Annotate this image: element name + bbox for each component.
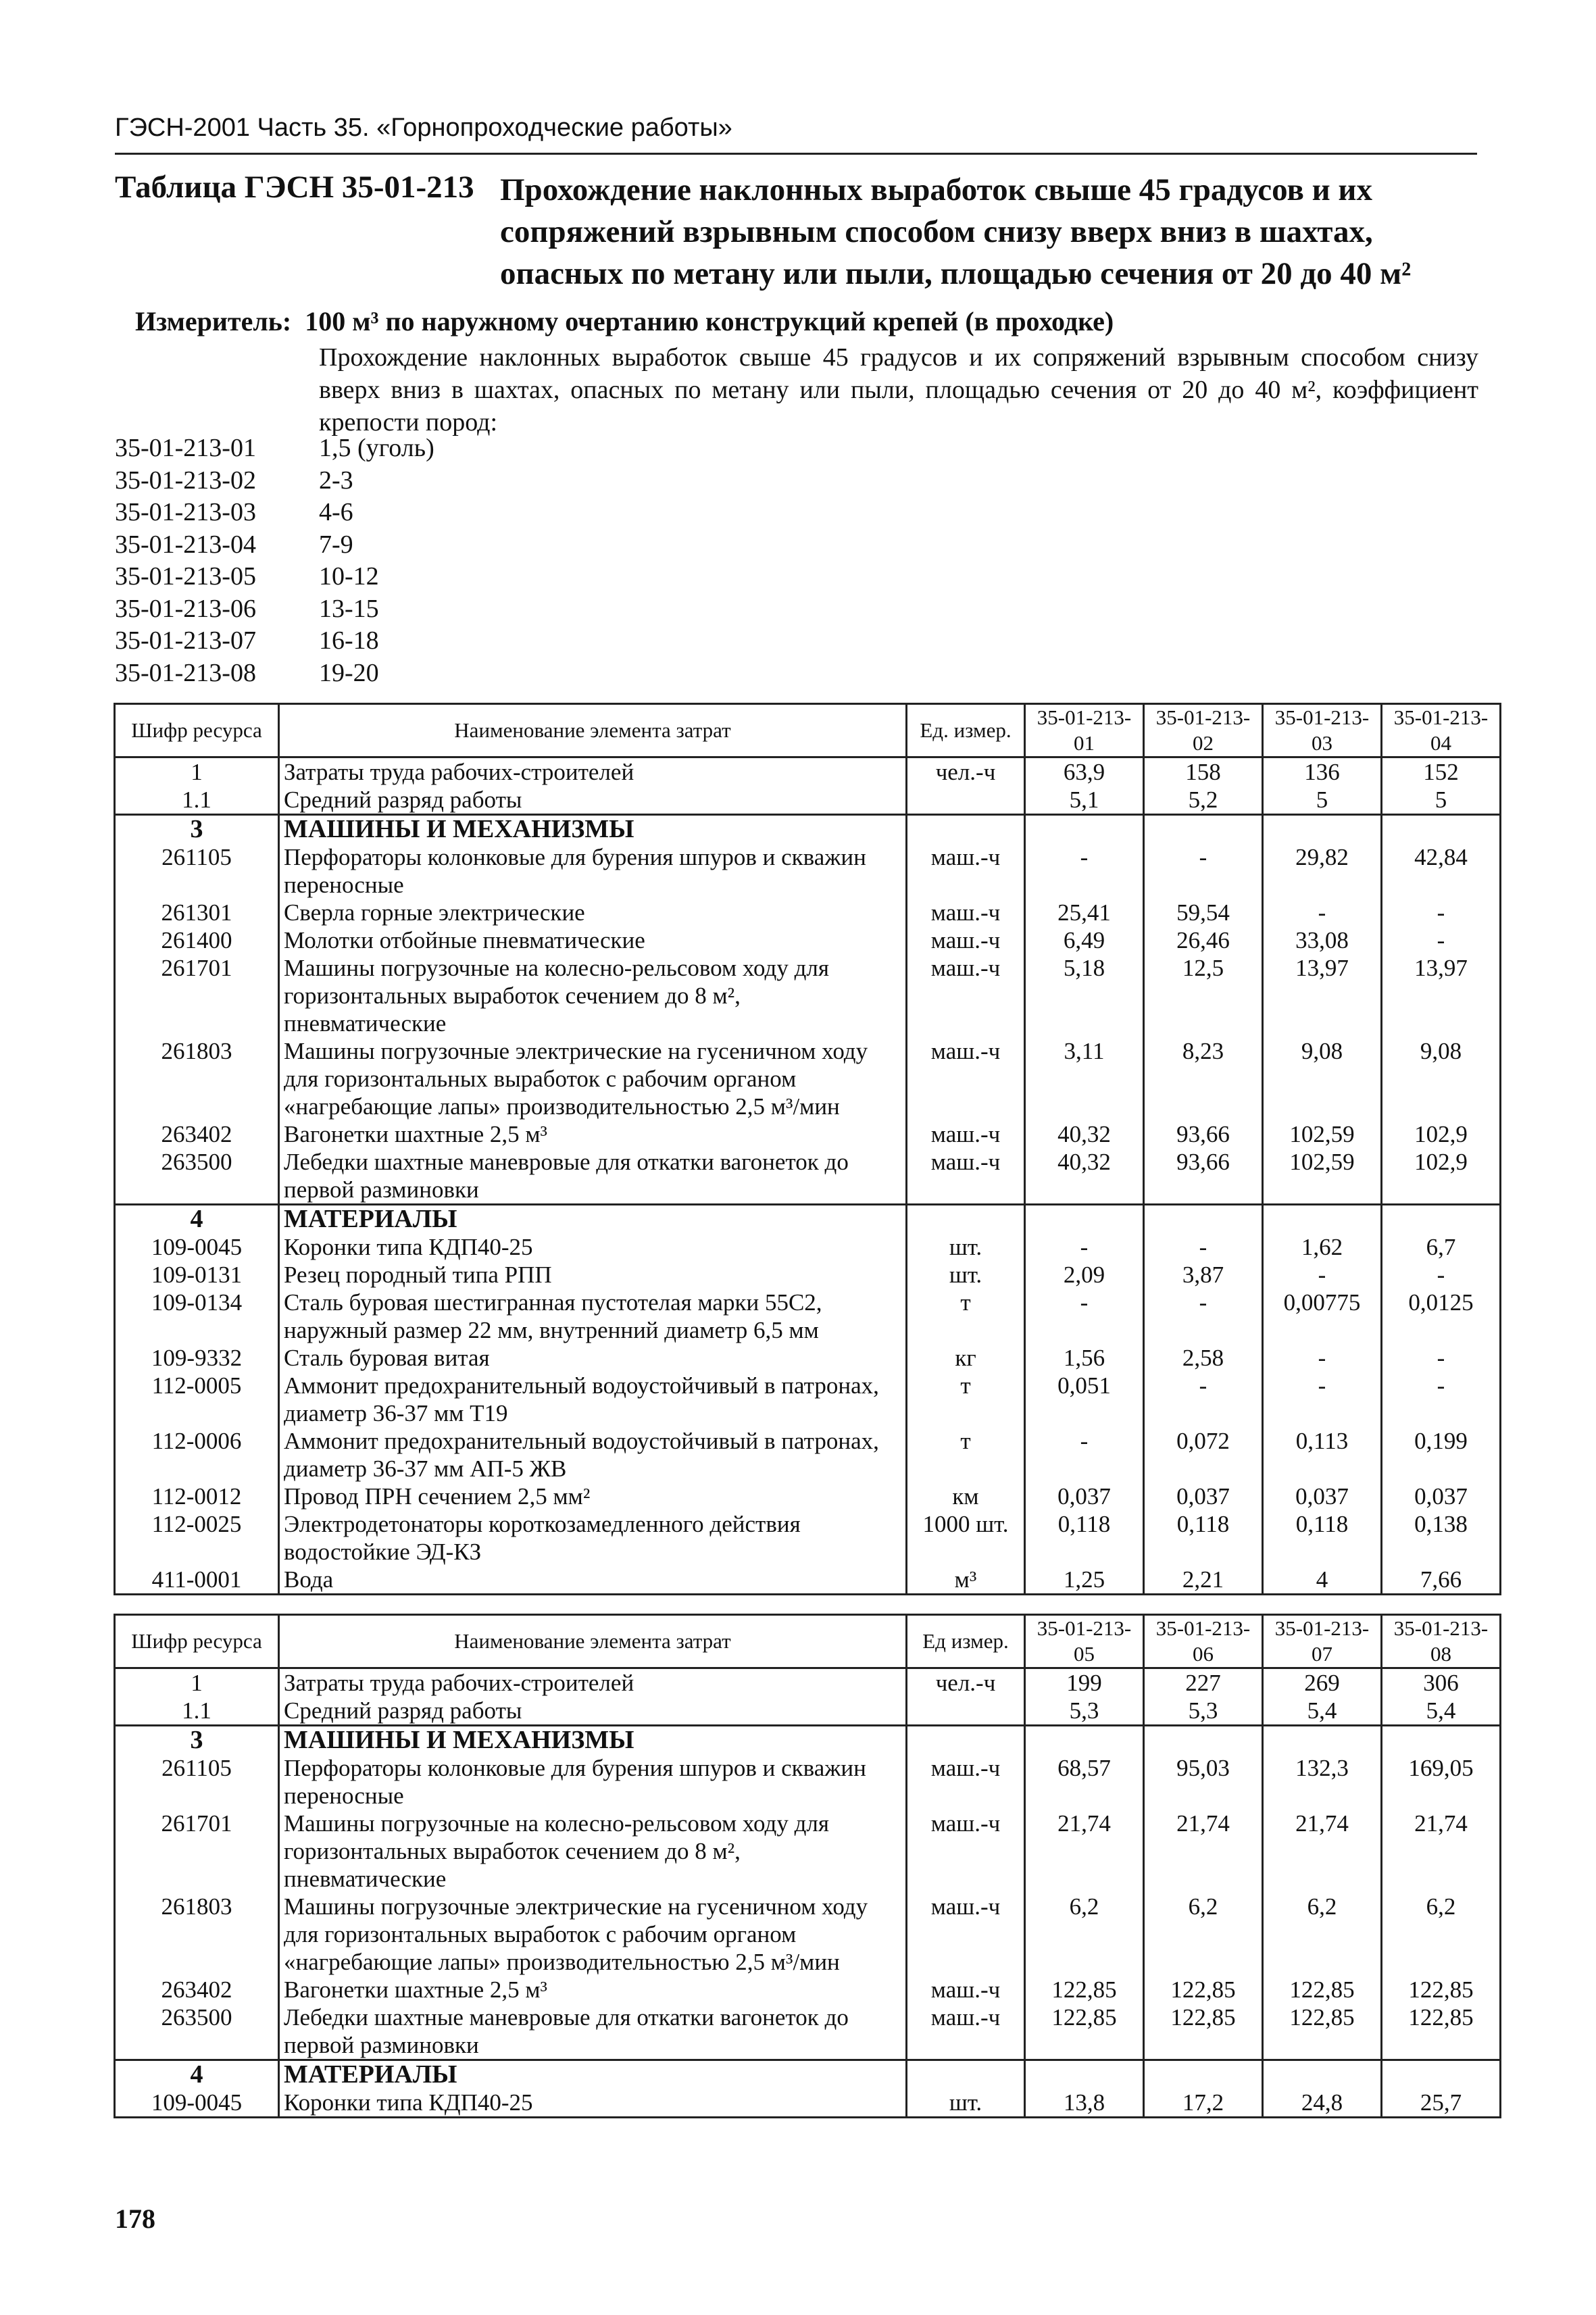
resource-value: 29,82 <box>1263 843 1382 899</box>
resource-value: 0,037 <box>1144 1483 1263 1510</box>
resource-value: 13,8 <box>1025 2089 1144 2118</box>
resource-unit: маш.-ч <box>907 1037 1025 1120</box>
resource-unit: маш.-ч <box>907 1148 1025 1205</box>
resource-value: 9,08 <box>1382 1037 1501 1120</box>
measure-line <box>135 305 1114 337</box>
resource-name: Провод ПРН сечением 2,5 мм² <box>279 1483 907 1510</box>
resource-value: 4 <box>1263 1566 1382 1595</box>
resource-code: 112-0012 <box>115 1483 279 1510</box>
resource-value <box>1144 1726 1263 1755</box>
resource-code: 1.1 <box>115 1697 279 1726</box>
resource-value <box>1025 1205 1144 1234</box>
resource-code: 261701 <box>115 954 279 1037</box>
norm-code-row <box>115 625 434 657</box>
resource-value: 42,84 <box>1382 843 1501 899</box>
resource-value: - <box>1263 1344 1382 1372</box>
resource-value: - <box>1144 1372 1263 1427</box>
table-row <box>115 1344 1501 1372</box>
table-row <box>115 1427 1501 1483</box>
resource-value: 269 <box>1263 1668 1382 1697</box>
resource-value: 132,3 <box>1263 1754 1382 1810</box>
norm-code: 35-01-213-02 <box>115 466 256 495</box>
resource-value: 33,08 <box>1263 926 1382 954</box>
resource-name: Аммонит предохранительный водоустойчивый в патронах, диаметр 36-37 мм Т19 <box>279 1372 907 1427</box>
norm-code-value: 16-18 <box>319 626 379 655</box>
resource-code: 261105 <box>115 1754 279 1810</box>
norm-code: 35-01-213-05 <box>115 562 256 591</box>
resource-code: 261803 <box>115 1037 279 1120</box>
section-title: МАШИНЫ И МЕХАНИЗМЫ <box>279 815 907 844</box>
resource-value: 0,113 <box>1263 1427 1382 1483</box>
resource-unit: шт. <box>907 1261 1025 1289</box>
resource-value: - <box>1382 926 1501 954</box>
resource-code: 3 <box>115 815 279 844</box>
resource-value <box>1263 815 1382 844</box>
column-header: Наименование элемента затрат <box>279 704 907 757</box>
resource-value <box>1025 2060 1144 2089</box>
resource-code: 112-0006 <box>115 1427 279 1483</box>
resource-unit: маш.-ч <box>907 899 1025 926</box>
resource-name: Резец породный типа РПП <box>279 1261 907 1289</box>
resource-code: 4 <box>115 2060 279 2089</box>
resource-value: 122,85 <box>1263 2003 1382 2060</box>
page-number: 178 <box>115 2204 155 2234</box>
resource-value: 0,199 <box>1382 1427 1501 1483</box>
resource-name: Молотки отбойные пневматические <box>279 926 907 954</box>
column-header: 35-01-213-07 <box>1263 1615 1382 1668</box>
resource-name: Сверла горные электрические <box>279 899 907 926</box>
resource-value <box>1263 1726 1382 1755</box>
resource-value <box>1025 1726 1144 1755</box>
column-header: Шифр ресурса <box>115 704 279 757</box>
resource-unit <box>907 1205 1025 1234</box>
resource-name: Вагонетки шахтные 2,5 м³ <box>279 1976 907 2003</box>
resource-code: 263402 <box>115 1120 279 1148</box>
resource-code: 1 <box>115 1668 279 1697</box>
resource-name: Затраты труда рабочих-строителей <box>279 757 907 787</box>
resource-value: 25,7 <box>1382 2089 1501 2118</box>
column-header: Ед. измер. <box>907 704 1025 757</box>
resource-value: 5,4 <box>1263 1697 1382 1726</box>
resource-code: 411-0001 <box>115 1566 279 1595</box>
resource-unit: маш.-ч <box>907 1976 1025 2003</box>
resource-value: 1,56 <box>1025 1344 1144 1372</box>
resource-unit: кг <box>907 1344 1025 1372</box>
norm-code-row <box>115 465 434 497</box>
table-row <box>115 1668 1501 1697</box>
resource-unit: км <box>907 1483 1025 1510</box>
resource-value <box>1382 1726 1501 1755</box>
resource-value: - <box>1144 1289 1263 1344</box>
resource-unit: чел.-ч <box>907 1668 1025 1697</box>
resource-name: Перфораторы колонковые для бурения шпуров и скважин переносные <box>279 843 907 899</box>
resource-unit: шт. <box>907 2089 1025 2118</box>
resource-code: 109-0134 <box>115 1289 279 1344</box>
section-title: МАТЕРИАЛЫ <box>279 2060 907 2089</box>
resource-unit <box>907 815 1025 844</box>
resource-value: 40,32 <box>1025 1120 1144 1148</box>
resource-value: 13,97 <box>1382 954 1501 1037</box>
resource-name: Затраты труда рабочих-строителей <box>279 1668 907 1697</box>
norm-code: 35-01-213-03 <box>115 498 256 526</box>
resource-value: 0,037 <box>1382 1483 1501 1510</box>
column-header: Ед измер. <box>907 1615 1025 1668</box>
section-row <box>115 1205 1501 1234</box>
norm-code-value: 10-12 <box>319 562 379 591</box>
resource-code: 4 <box>115 1205 279 1234</box>
resource-value: 122,85 <box>1025 2003 1144 2060</box>
resource-value: 17,2 <box>1144 2089 1263 2118</box>
norm-code: 35-01-213-04 <box>115 530 256 559</box>
column-header: 35-01-213-03 <box>1263 704 1382 757</box>
table-row <box>115 1037 1501 1120</box>
table-row <box>115 1893 1501 1976</box>
table-row <box>115 1754 1501 1810</box>
resource-name: Коронки типа КДП40-25 <box>279 1233 907 1261</box>
resource-code: 261105 <box>115 843 279 899</box>
resource-name: Машины погрузочные электрические на гусеничном ходу для горизонтальных выработок с рабочим органом «нагребающие лапы» производительностью 2,5 м³/мин <box>279 1893 907 1976</box>
resource-unit: т <box>907 1289 1025 1344</box>
resource-name: Машины погрузочные на колесно-рельсовом ходу для горизонтальных выработок сечением до 8 м², пневматические <box>279 1810 907 1893</box>
resource-value: - <box>1263 899 1382 926</box>
resource-value: 0,037 <box>1025 1483 1144 1510</box>
norm-code: 35-01-213-06 <box>115 594 256 623</box>
resource-name: Аммонит предохранительный водоустойчивый в патронах, диаметр 36-37 мм АП-5 ЖВ <box>279 1427 907 1483</box>
table-row <box>115 1120 1501 1148</box>
resource-value: 122,85 <box>1144 2003 1263 2060</box>
resource-value: - <box>1382 1372 1501 1427</box>
section-title: МАШИНЫ И МЕХАНИЗМЫ <box>279 1726 907 1755</box>
column-header: 35-01-213-05 <box>1025 1615 1144 1668</box>
resource-value <box>1263 2060 1382 2089</box>
column-header: 35-01-213-04 <box>1382 704 1501 757</box>
resource-code: 109-0045 <box>115 2089 279 2118</box>
resource-value: 122,85 <box>1025 1976 1144 2003</box>
resource-value: 6,2 <box>1382 1893 1501 1976</box>
table-row <box>115 1976 1501 2003</box>
resource-value <box>1025 815 1144 844</box>
resource-value: 0,118 <box>1144 1510 1263 1566</box>
column-header: Шифр ресурса <box>115 1615 279 1668</box>
resource-value: 5,18 <box>1025 954 1144 1037</box>
resource-unit: маш.-ч <box>907 843 1025 899</box>
resource-code: 263402 <box>115 1976 279 2003</box>
resource-value: 199 <box>1025 1668 1144 1697</box>
resource-unit <box>907 786 1025 815</box>
table-row <box>115 1289 1501 1344</box>
resource-value: 3,87 <box>1144 1261 1263 1289</box>
resource-value: 0,138 <box>1382 1510 1501 1566</box>
resource-value: 6,2 <box>1144 1893 1263 1976</box>
resource-value: 9,08 <box>1263 1037 1382 1120</box>
resource-name: Вода <box>279 1566 907 1595</box>
resource-value: 25,41 <box>1025 899 1144 926</box>
norm-code: 35-01-213-07 <box>115 626 256 655</box>
resource-value: 5,1 <box>1025 786 1144 815</box>
resource-value: 0,118 <box>1263 1510 1382 1566</box>
resource-value: 7,66 <box>1382 1566 1501 1595</box>
resource-name: Лебедки шахтные маневровые для откатки вагонеток до первой разминовки <box>279 1148 907 1205</box>
norm-code-row <box>115 593 434 626</box>
resource-value: - <box>1382 899 1501 926</box>
table-title-text: Прохождение наклонных выработок свыше 45 градусов и их сопряжений взрывным способом снизу вверх вниз в шахтах, опасных по метану или пыли, площадью сечения от 20 до 40 м² <box>500 172 1412 291</box>
resource-value: 26,46 <box>1144 926 1263 954</box>
resource-table-2 <box>114 1614 1501 2118</box>
resource-name: Средний разряд работы <box>279 786 907 815</box>
table-row <box>115 757 1501 787</box>
norm-code-value: 1,5 (уголь) <box>319 434 434 462</box>
resource-value: 2,58 <box>1144 1344 1263 1372</box>
resource-unit: маш.-ч <box>907 926 1025 954</box>
resource-value: 152 <box>1382 757 1501 787</box>
resource-value: 3,11 <box>1025 1037 1144 1120</box>
resource-value: 21,74 <box>1025 1810 1144 1893</box>
resource-code: 263500 <box>115 2003 279 2060</box>
table-row <box>115 1483 1501 1510</box>
resource-value <box>1144 1205 1263 1234</box>
resource-unit: т <box>907 1372 1025 1427</box>
resource-value: 306 <box>1382 1668 1501 1697</box>
resource-name: Сталь буровая витая <box>279 1344 907 1372</box>
table-row <box>115 1810 1501 1893</box>
table-row <box>115 2003 1501 2060</box>
header-rule <box>115 153 1477 155</box>
resource-value: 102,9 <box>1382 1120 1501 1148</box>
table-row <box>115 2089 1501 2118</box>
norm-code-row <box>115 529 434 562</box>
resource-code: 1.1 <box>115 786 279 815</box>
resource-value: 6,2 <box>1263 1893 1382 1976</box>
resource-name: Перфораторы колонковые для бурения шпуров и скважин переносные <box>279 1754 907 1810</box>
norm-code-value: 2-3 <box>319 466 353 495</box>
resource-unit <box>907 1726 1025 1755</box>
resource-value <box>1382 1205 1501 1234</box>
table-header-row <box>115 704 1501 757</box>
table-row <box>115 786 1501 815</box>
table-row <box>115 899 1501 926</box>
measure-value: 100 м³ по наружному очертанию конструкций крепей (в проходке) <box>305 306 1114 337</box>
resource-value: 5,3 <box>1025 1697 1144 1726</box>
resource-value: 21,74 <box>1382 1810 1501 1893</box>
norm-code-value: 7-9 <box>319 530 353 559</box>
resource-unit: т <box>907 1427 1025 1483</box>
resource-value: 122,85 <box>1263 1976 1382 2003</box>
resource-unit <box>907 2060 1025 2089</box>
column-header: 35-01-213-01 <box>1025 704 1144 757</box>
resource-code: 109-0131 <box>115 1261 279 1289</box>
resource-value: 21,74 <box>1263 1810 1382 1893</box>
resource-value: 68,57 <box>1025 1754 1144 1810</box>
resource-code: 261803 <box>115 1893 279 1976</box>
resource-value: 5,2 <box>1144 786 1263 815</box>
resource-unit: чел.-ч <box>907 757 1025 787</box>
resource-value: 5,4 <box>1382 1697 1501 1726</box>
resource-code: 109-0045 <box>115 1233 279 1261</box>
resource-value: - <box>1144 843 1263 899</box>
norm-code-value: 13-15 <box>319 594 379 623</box>
resource-value: - <box>1025 843 1144 899</box>
resource-unit <box>907 1697 1025 1726</box>
norm-code: 35-01-213-01 <box>115 434 256 462</box>
section-row <box>115 2060 1501 2089</box>
resource-code: 112-0025 <box>115 1510 279 1566</box>
norm-code-row <box>115 561 434 593</box>
resource-name: Вагонетки шахтные 2,5 м³ <box>279 1120 907 1148</box>
resource-value: 0,00775 <box>1263 1289 1382 1344</box>
section-row <box>115 1726 1501 1755</box>
resource-value: 5 <box>1263 786 1382 815</box>
resource-value: 0,118 <box>1025 1510 1144 1566</box>
table-row <box>115 1261 1501 1289</box>
resource-value: 21,74 <box>1144 1810 1263 1893</box>
resource-name: Коронки типа КДП40-25 <box>279 2089 907 2118</box>
resource-table-1 <box>114 703 1501 1595</box>
resource-value: 2,09 <box>1025 1261 1144 1289</box>
resource-code: 109-9332 <box>115 1344 279 1372</box>
resource-code: 261400 <box>115 926 279 954</box>
resource-unit: маш.-ч <box>907 1893 1025 1976</box>
resource-code: 1 <box>115 757 279 787</box>
table-title-label: Таблица ГЭСН 35-01-213 <box>115 170 474 205</box>
resource-code: 3 <box>115 1726 279 1755</box>
column-header: 35-01-213-02 <box>1144 704 1263 757</box>
section-row <box>115 815 1501 844</box>
resource-value: 6,49 <box>1025 926 1144 954</box>
resource-value: - <box>1382 1344 1501 1372</box>
resource-unit: маш.-ч <box>907 1810 1025 1893</box>
resource-value <box>1144 815 1263 844</box>
resource-name: Электродетонаторы короткозамедленного действия водостойкие ЭД-КЗ <box>279 1510 907 1566</box>
resource-name: Машины погрузочные электрические на гусеничном ходу для горизонтальных выработок с рабочим органом «нагребающие лапы» производительностью 2,5 м³/мин <box>279 1037 907 1120</box>
resource-value: 0,051 <box>1025 1372 1144 1427</box>
resource-value: 102,59 <box>1263 1120 1382 1148</box>
resource-value <box>1263 1205 1382 1234</box>
resource-code: 261301 <box>115 899 279 926</box>
resource-value <box>1382 815 1501 844</box>
section-title: МАТЕРИАЛЫ <box>279 1205 907 1234</box>
resource-unit: маш.-ч <box>907 1120 1025 1148</box>
resource-value <box>1144 2060 1263 2089</box>
resource-value: - <box>1263 1372 1382 1427</box>
resource-value: 136 <box>1263 757 1382 787</box>
table-row <box>115 1233 1501 1261</box>
resource-value: 95,03 <box>1144 1754 1263 1810</box>
resource-value: 0,037 <box>1263 1483 1382 1510</box>
resource-value: 122,85 <box>1382 2003 1501 2060</box>
resource-value: 59,54 <box>1144 899 1263 926</box>
resource-unit: маш.-ч <box>907 954 1025 1037</box>
table-row <box>115 1148 1501 1205</box>
resource-value: 63,9 <box>1025 757 1144 787</box>
resource-value: 0,072 <box>1144 1427 1263 1483</box>
table-header-row <box>115 1615 1501 1668</box>
resource-unit: м³ <box>907 1566 1025 1595</box>
resource-value: 6,2 <box>1025 1893 1144 1976</box>
resource-value: 93,66 <box>1144 1148 1263 1205</box>
resource-value: - <box>1382 1261 1501 1289</box>
norm-code-value: 4-6 <box>319 498 353 526</box>
resource-value: 40,32 <box>1025 1148 1144 1205</box>
resource-value: 1,62 <box>1263 1233 1382 1261</box>
resource-unit: маш.-ч <box>907 2003 1025 2060</box>
norm-code-row <box>115 497 434 529</box>
resource-value: 8,23 <box>1144 1037 1263 1120</box>
resource-value: - <box>1263 1261 1382 1289</box>
work-description: Прохождение наклонных выработок свыше 45 градусов и их сопряжений взрывным способом снизу вверх вниз в шахтах, опасных по метану или пыли, площадью сечения от 20 до 40 м², коэффициент крепости пород: <box>319 343 1478 437</box>
resource-unit: маш.-ч <box>907 1754 1025 1810</box>
resource-value: 0,0125 <box>1382 1289 1501 1344</box>
resource-value: - <box>1025 1233 1144 1261</box>
resource-value: 169,05 <box>1382 1754 1501 1810</box>
resource-code: 112-0005 <box>115 1372 279 1427</box>
resource-value: 227 <box>1144 1668 1263 1697</box>
resource-value: 102,59 <box>1263 1148 1382 1205</box>
resource-value: 102,9 <box>1382 1148 1501 1205</box>
resource-unit: шт. <box>907 1233 1025 1261</box>
column-header: Наименование элемента затрат <box>279 1615 907 1668</box>
resource-value: 12,5 <box>1144 954 1263 1037</box>
resource-value: 5 <box>1382 786 1501 815</box>
norm-code-list <box>115 432 434 689</box>
measure-label: Измеритель: <box>135 306 292 337</box>
table-row <box>115 843 1501 899</box>
resource-value: 158 <box>1144 757 1263 787</box>
table-row <box>115 1566 1501 1595</box>
resource-name: Сталь буровая шестигранная пустотелая марки 55С2, наружный размер 22 мм, внутренний диаметр 6,5 мм <box>279 1289 907 1344</box>
resource-name: Средний разряд работы <box>279 1697 907 1726</box>
column-header: 35-01-213-08 <box>1382 1615 1501 1668</box>
resource-value <box>1382 2060 1501 2089</box>
table-row <box>115 1510 1501 1566</box>
resource-value: 13,97 <box>1263 954 1382 1037</box>
norm-code-value: 19-20 <box>319 658 379 687</box>
resource-value: 122,85 <box>1144 1976 1263 2003</box>
table-row <box>115 1697 1501 1726</box>
norm-code: 35-01-213-08 <box>115 658 256 687</box>
column-header: 35-01-213-06 <box>1144 1615 1263 1668</box>
resource-value: - <box>1025 1427 1144 1483</box>
resource-value: 2,21 <box>1144 1566 1263 1595</box>
resource-value: - <box>1025 1289 1144 1344</box>
resource-value: 5,3 <box>1144 1697 1263 1726</box>
table-row <box>115 1372 1501 1427</box>
resource-value: 122,85 <box>1382 1976 1501 2003</box>
resource-value: 1,25 <box>1025 1566 1144 1595</box>
resource-name: Лебедки шахтные маневровые для откатки вагонеток до первой разминовки <box>279 2003 907 2060</box>
resource-value: 6,7 <box>1382 1233 1501 1261</box>
norm-code-row <box>115 657 434 690</box>
norm-code-row <box>115 432 434 465</box>
resource-value: 24,8 <box>1263 2089 1382 2118</box>
running-header: ГЭСН-2001 Часть 35. «Горнопроходческие работы» <box>115 114 732 142</box>
resource-value: - <box>1144 1233 1263 1261</box>
resource-value: 93,66 <box>1144 1120 1263 1148</box>
resource-code: 263500 <box>115 1148 279 1205</box>
resource-unit: 1000 шт. <box>907 1510 1025 1566</box>
table-row <box>115 954 1501 1037</box>
table-row <box>115 926 1501 954</box>
resource-name: Машины погрузочные на колесно-рельсовом ходу для горизонтальных выработок сечением до 8 м², пневматические <box>279 954 907 1037</box>
resource-code: 261701 <box>115 1810 279 1893</box>
